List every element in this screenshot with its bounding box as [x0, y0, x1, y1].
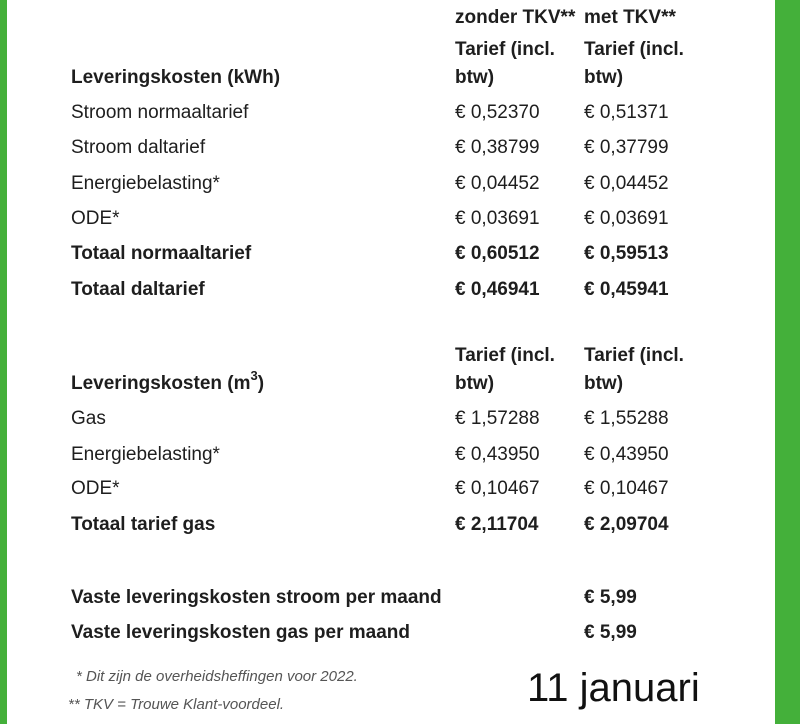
tariff-label-without-line1: Tarief (incl.: [455, 39, 555, 60]
price-without-tkv: € 0,52370: [455, 102, 540, 123]
date-overlay: 11 januari: [527, 666, 700, 710]
price-without-tkv: € 1,57288: [455, 408, 540, 429]
total-without-tkv: € 0,46941: [455, 279, 540, 300]
tariff-label-without-line2: btw): [455, 67, 495, 88]
tariff-label-with-line1: Tarief (incl.: [584, 39, 684, 60]
total-with-tkv: € 0,59513: [584, 243, 669, 264]
column-header-without-tkv: zonder TKV**: [455, 7, 576, 28]
column-header-with-tkv: met TKV**: [584, 7, 676, 28]
fixed-cost-label: Vaste leveringskosten stroom per maand: [71, 587, 442, 608]
total-without-tkv: € 2,11704: [455, 514, 539, 535]
tariff-label-with-line2: btw): [584, 373, 624, 394]
electricity-section-heading: Leveringskosten (kWh): [71, 67, 281, 88]
left-green-border: [0, 0, 7, 724]
tariff-label-without-line1: Tarief (incl.: [455, 345, 555, 366]
tariff-label-with-line1: Tarief (incl.: [584, 345, 684, 366]
price-without-tkv: € 0,03691: [455, 208, 540, 229]
tariff-label-with-line2: btw): [584, 67, 624, 88]
price-without-tkv: € 0,04452: [455, 173, 540, 194]
gas-section-heading: Leveringskosten $(m^3)$: [71, 367, 265, 394]
price-with-tkv: € 0,03691: [584, 208, 669, 229]
row-label: Energiebelasting*: [71, 444, 220, 465]
price-with-tkv: € 0,43950: [584, 444, 669, 465]
footnote-tkv-definition: ** TKV = Trouwe Klant-voordeel.: [68, 696, 285, 713]
row-label: ODE*: [71, 208, 120, 229]
price-with-tkv: € 0,10467: [584, 478, 669, 499]
tariff-label-without-line2: btw): [455, 373, 495, 394]
price-with-tkv: € 1,55288: [584, 408, 669, 429]
price-without-tkv: € 0,38799: [455, 137, 540, 158]
total-with-tkv: € 0,45941: [584, 279, 669, 300]
row-label: Gas: [71, 408, 106, 429]
price-with-tkv: € 0,04452: [584, 173, 669, 194]
row-label-total: Totaal normaaltarief: [71, 243, 252, 264]
right-green-border: [775, 0, 800, 724]
total-without-tkv: € 0,60512: [455, 243, 540, 264]
price-with-tkv: € 0,37799: [584, 137, 669, 158]
total-with-tkv: € 2,09704: [584, 514, 669, 535]
fixed-cost-label: Vaste leveringskosten gas per maand: [71, 622, 410, 643]
row-label-total: Totaal tarief gas: [71, 514, 216, 535]
fixed-cost-value: € 5,99: [584, 622, 637, 643]
row-label: Stroom daltarief: [71, 137, 206, 158]
price-without-tkv: € 0,10467: [455, 478, 540, 499]
row-label: Energiebelasting*: [71, 173, 220, 194]
row-label: ODE*: [71, 478, 120, 499]
row-label-total: Totaal daltarief: [71, 279, 205, 300]
footnote-government-levies: * Dit zijn de overheidsheffingen voor 2022.: [76, 668, 358, 685]
price-with-tkv: € 0,51371: [584, 102, 669, 123]
row-label: Stroom normaaltarief: [71, 102, 249, 123]
price-without-tkv: € 0,43950: [455, 444, 540, 465]
fixed-cost-value: € 5,99: [584, 587, 637, 608]
